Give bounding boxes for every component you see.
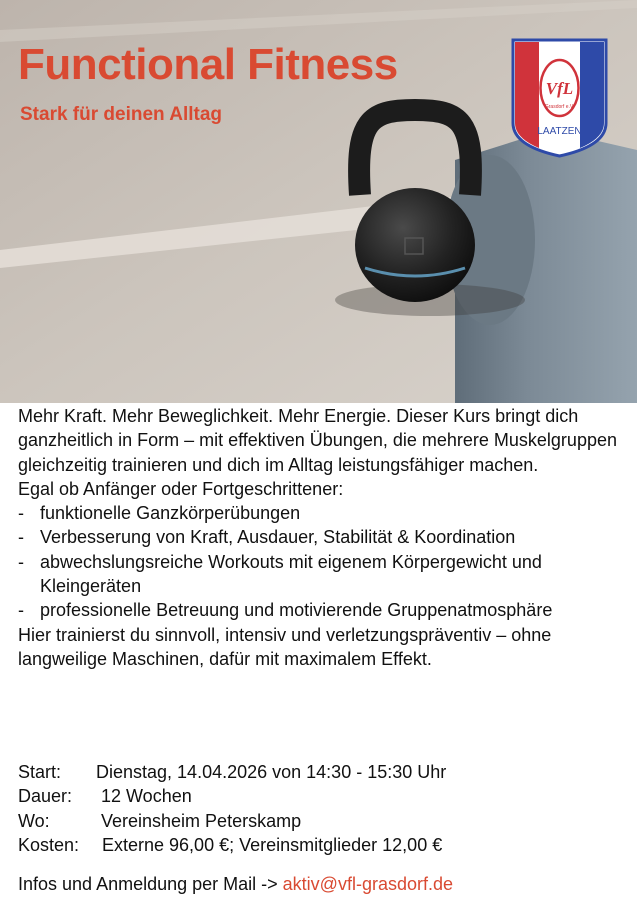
duration-label: Dauer: <box>18 786 73 807</box>
closing-paragraph: Hier trainierst du sinnvoll, intensiv und verletzungspräventiv – ohne langweilige Maschinen, dafür mit maximalem Effekt. <box>18 624 552 669</box>
bullet-marker: - <box>18 503 24 524</box>
list-item-text: professionelle Betreuung und motivierende Gruppenatmosphäre <box>40 600 553 621</box>
list-item <box>18 525 623 549</box>
page-subtitle: Stark für deinen Alltag <box>20 104 222 125</box>
contact-text: Infos und Anmeldung per Mail -> <box>18 874 278 894</box>
intro-lead: Egal ob Anfänger oder Fortgeschrittener: <box>18 478 344 499</box>
list-item <box>18 501 623 525</box>
list-item <box>18 550 623 599</box>
bullet-marker: - <box>18 527 24 548</box>
detail-duration <box>18 784 446 808</box>
benefits-list <box>18 501 623 622</box>
bullet-marker: - <box>18 600 24 621</box>
contact-email-link[interactable]: aktiv@vfl-grasdorf.de <box>282 874 454 894</box>
start-value: Dienstag, 14.04.2026 von 14:30 - 15:30 Uhr <box>96 762 447 782</box>
intro-paragraph: Mehr Kraft. Mehr Beweglichkeit. Mehr Energie. Dieser Kurs bringt dich ganzheitlich in Form – mit effektiven Übungen, die mehrere Muskelgruppen gleichzeitig trainieren und dich im Alltag leistungsfähiger machen. <box>18 406 617 475</box>
detail-cost <box>18 833 446 857</box>
club-logo <box>511 38 608 158</box>
contact-line <box>18 874 453 895</box>
bullet-marker: - <box>18 551 24 572</box>
club-crest-icon <box>511 38 608 158</box>
list-item-text: abwechslungsreiche Workouts mit eigenem Körpergewicht und Kleingeräten <box>40 551 542 597</box>
location-label: Wo: <box>18 810 50 831</box>
page-title: Functional Fitness <box>18 40 398 89</box>
cost-value: Externe 96,00 €; Vereinsmitglieder 12,00 € <box>102 834 443 855</box>
duration-value: 12 Wochen <box>101 786 192 807</box>
logo-city: LAATZEN <box>537 126 582 137</box>
cost-label: Kosten: <box>18 834 80 855</box>
detail-start <box>18 760 446 784</box>
list-item-text: Verbesserung von Kraft, Ausdauer, Stabilität & Koordination <box>40 527 516 548</box>
detail-location <box>18 809 446 833</box>
course-details <box>18 760 446 857</box>
start-label: Start: <box>18 762 62 782</box>
course-description <box>18 404 623 671</box>
logo-mark: VfL <box>545 79 574 98</box>
list-item <box>18 598 623 622</box>
logo-sub-mark: Grasdorf e.V. <box>544 104 575 110</box>
location-value: Vereinsheim Peterskamp <box>101 810 302 831</box>
list-item-text: funktionelle Ganzkörperübungen <box>40 503 301 524</box>
